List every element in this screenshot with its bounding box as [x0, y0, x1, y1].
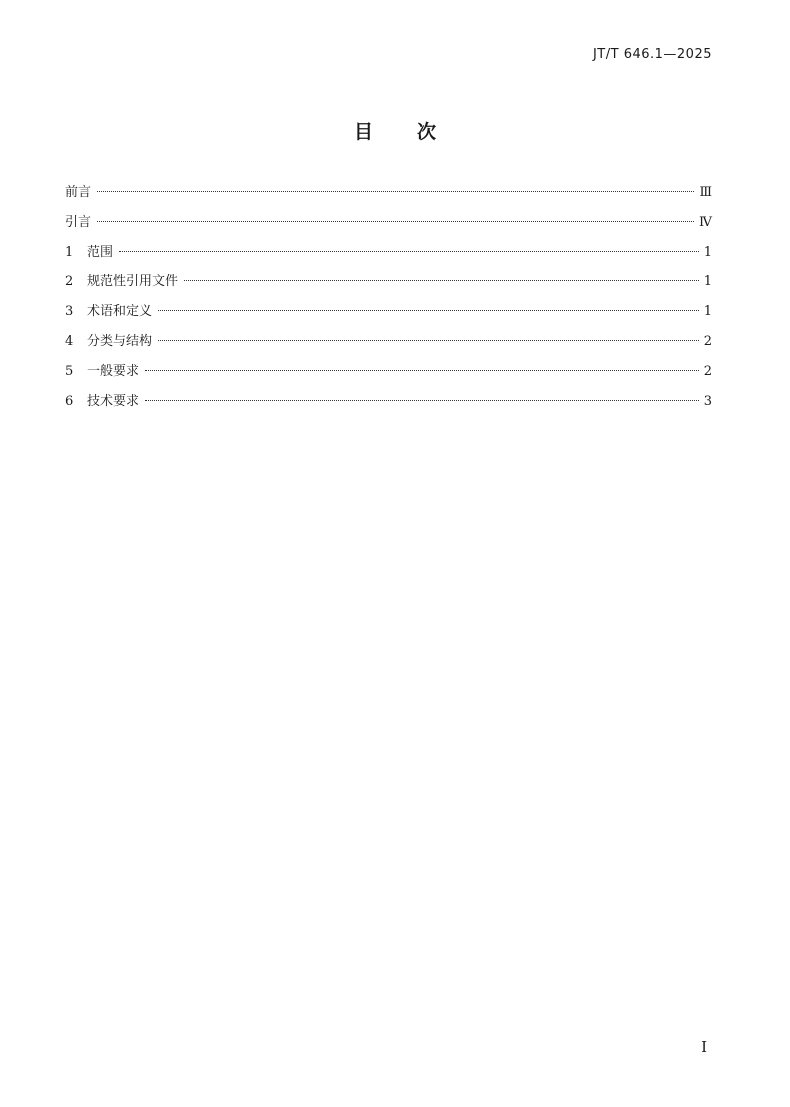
- leader-dots: [184, 280, 699, 281]
- toc-entry-page: Ⅳ: [699, 214, 712, 230]
- toc-entry-terms-definitions[interactable]: [65, 300, 712, 330]
- toc-entry-technical-requirements[interactable]: [65, 390, 712, 420]
- toc-entry-label: 范围: [87, 244, 114, 260]
- toc-entry-number: 1: [65, 244, 74, 260]
- toc-entry-page: 1: [703, 274, 712, 290]
- toc-entry-page: 1: [703, 304, 712, 320]
- toc-entry-page: 3: [703, 393, 712, 409]
- toc-entry-page: Ⅲ: [699, 185, 712, 200]
- table-of-contents: [65, 181, 712, 419]
- toc-entry-number: 2: [65, 274, 74, 290]
- toc-entry-label: 前言: [65, 185, 92, 200]
- toc-entry-label: 规范性引用文件: [87, 274, 179, 290]
- toc-entry-label: 引言: [65, 214, 92, 230]
- toc-entry-number: 6: [65, 393, 74, 409]
- toc-entry-introduction[interactable]: [65, 211, 712, 241]
- toc-entry-number: 4: [65, 333, 74, 349]
- toc-title: 目次: [353, 121, 480, 143]
- toc-entry-number: 3: [65, 304, 74, 320]
- toc-entry-general-requirements[interactable]: [65, 360, 712, 390]
- toc-entry-label: 一般要求: [87, 363, 140, 379]
- toc-entry-foreword[interactable]: [65, 181, 712, 211]
- leader-dots: [145, 370, 699, 371]
- toc-entry-page: 2: [703, 363, 712, 379]
- toc-entry-label: 分类与结构: [87, 333, 153, 349]
- toc-entry-page: 2: [703, 333, 712, 349]
- standard-code: JT/T 646.1—2025: [592, 47, 712, 62]
- toc-entry-number: 5: [65, 363, 74, 379]
- leader-dots: [97, 221, 694, 222]
- toc-entry-page: 1: [703, 244, 712, 260]
- page-number: Ⅰ: [701, 1038, 707, 1056]
- toc-entry-label: 技术要求: [87, 393, 140, 409]
- toc-entry-label: 术语和定义: [87, 304, 153, 320]
- toc-entry-scope[interactable]: [65, 241, 712, 271]
- toc-entry-normative-references[interactable]: [65, 270, 712, 300]
- leader-dots: [97, 191, 694, 192]
- leader-dots: [119, 251, 699, 252]
- leader-dots: [145, 400, 699, 401]
- leader-dots: [158, 340, 699, 341]
- leader-dots: [158, 310, 699, 311]
- toc-entry-classification-structure[interactable]: [65, 330, 712, 360]
